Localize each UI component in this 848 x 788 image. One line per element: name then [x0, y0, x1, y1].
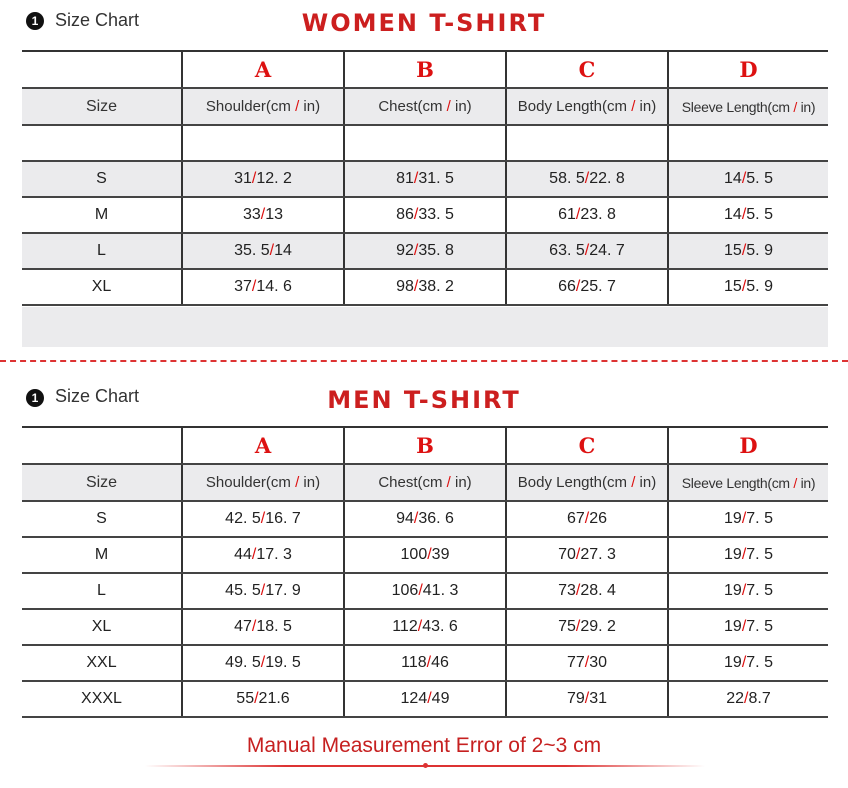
body-cell: [506, 501, 668, 537]
column-header-label: Chest: [378, 98, 418, 115]
sleeve-cm: 14: [724, 170, 742, 187]
column-header: [668, 88, 828, 125]
column-header-row: [22, 88, 828, 125]
sleeve-cm: 19: [724, 582, 742, 599]
sleeve-in: 5. 5: [746, 170, 773, 187]
table-row: [22, 197, 828, 233]
value-separator: /: [426, 654, 432, 671]
column-header-label: Body Length: [517, 98, 603, 115]
value-separator: /: [741, 654, 747, 671]
shoulder-cell: [182, 645, 344, 681]
chest-cell: [344, 609, 506, 645]
table-row: [22, 501, 828, 537]
chest-cell: [344, 537, 506, 573]
value-separator: /: [251, 618, 257, 635]
chest-in: 33. 5: [418, 206, 454, 223]
chest-in: 43. 6: [422, 618, 458, 635]
sleeve-in: 7. 5: [746, 510, 773, 527]
sleeve-cell: [668, 609, 828, 645]
body-cm: 73: [558, 582, 576, 599]
chest-in: 46: [431, 654, 449, 671]
column-header-label: Shoulder: [205, 474, 266, 491]
column-letter-row: [22, 51, 828, 88]
value-separator: /: [584, 242, 590, 259]
value-separator: /: [741, 278, 747, 295]
chest-cm: 118: [401, 654, 427, 671]
column-header: [182, 464, 344, 501]
body-cm: 79: [566, 690, 585, 707]
sleeve-cell: [668, 233, 828, 269]
sleeve-cm: 19: [724, 510, 742, 527]
column-header-unit: (cm / in): [602, 98, 657, 115]
shoulder-cell: [182, 197, 344, 233]
unit-separator: /: [631, 98, 636, 115]
shoulder-cm: 31: [234, 170, 252, 187]
value-separator: /: [741, 242, 747, 259]
size-cell: XL: [22, 269, 182, 305]
women-table-footer-strip: [22, 307, 828, 347]
shoulder-cm: 44: [234, 546, 252, 563]
column-header-label: Shoulder: [205, 98, 266, 115]
value-separator: /: [575, 546, 581, 563]
sleeve-cell: [668, 161, 828, 197]
size-cell: XXXL: [22, 681, 182, 717]
body-cell: [506, 233, 668, 269]
unit-separator: /: [793, 474, 797, 491]
value-separator: /: [260, 582, 266, 599]
column-header: [344, 88, 506, 125]
sleeve-cell: [668, 197, 828, 233]
blank-cell: [22, 125, 182, 161]
unit-separator: /: [295, 98, 300, 115]
value-separator: /: [741, 546, 747, 563]
body-in: 24. 7: [589, 242, 625, 259]
shoulder-cm: 37: [234, 278, 252, 295]
value-separator: /: [260, 510, 266, 527]
sleeve-cm: 19: [724, 546, 742, 563]
unit-separator: /: [446, 98, 451, 115]
shoulder-in: 14. 6: [256, 278, 292, 295]
column-header: [668, 464, 828, 501]
body-in: 30: [589, 654, 608, 671]
column-header: [506, 88, 668, 125]
value-separator: /: [427, 546, 432, 563]
sleeve-cm: 14: [724, 206, 742, 223]
column-header-label: Size: [85, 473, 118, 491]
sleeve-cm: 19: [724, 618, 742, 635]
body-in: 26: [589, 510, 608, 527]
shoulder-cm: 33: [242, 206, 261, 223]
size-cell: XL: [22, 609, 182, 645]
value-separator: /: [575, 618, 581, 635]
blank-cell: [506, 125, 668, 161]
value-separator: /: [260, 206, 266, 223]
blank-row: [22, 125, 828, 161]
value-separator: /: [741, 206, 747, 223]
table-row: [22, 161, 828, 197]
note-dot: [423, 763, 428, 768]
shoulder-in: 16. 7: [265, 510, 301, 527]
sleeve-in: 5. 9: [746, 242, 773, 259]
chest-in: 35. 8: [418, 242, 454, 259]
chest-cm: 86: [396, 206, 414, 223]
shoulder-cm: 47: [234, 618, 252, 635]
chest-cell: [344, 645, 506, 681]
body-cm: 77: [566, 654, 585, 671]
body-cm: 75: [558, 618, 576, 635]
body-cm: 66: [558, 278, 576, 295]
value-separator: /: [418, 582, 423, 599]
body-cell: [506, 161, 668, 197]
column-header-label: Size: [85, 97, 118, 115]
shoulder-in: 18. 5: [256, 618, 292, 635]
value-separator: /: [741, 510, 747, 527]
chest-cell: [344, 269, 506, 305]
chest-cell: [344, 161, 506, 197]
body-in: 27. 3: [580, 546, 616, 563]
shoulder-cm: 45. 5: [225, 582, 261, 599]
size-cell: S: [22, 501, 182, 537]
sleeve-cm: 19: [724, 654, 742, 671]
sleeve-cell: [668, 269, 828, 305]
column-letter: B: [344, 51, 506, 88]
chest-cell: [344, 573, 506, 609]
column-letter-row: [22, 427, 828, 464]
men-title: MEN T-SHIRT: [327, 386, 521, 414]
column-letter: C: [506, 427, 668, 464]
body-cell: [506, 537, 668, 573]
value-separator: /: [575, 206, 581, 223]
column-header-unit: (cm / in): [602, 474, 657, 491]
shoulder-cm: 35. 5: [234, 242, 270, 259]
table-row: [22, 573, 828, 609]
value-separator: /: [251, 170, 257, 187]
men-size-table: [22, 426, 828, 718]
shoulder-cell: [182, 537, 344, 573]
sleeve-cell: [668, 573, 828, 609]
column-header-unit: (cm / in): [767, 474, 816, 491]
chest-cell: [344, 233, 506, 269]
body-cell: [506, 573, 668, 609]
column-header: [22, 88, 182, 125]
value-separator: /: [413, 278, 419, 295]
shoulder-in: 17. 9: [265, 582, 301, 599]
sleeve-cm: 15: [724, 242, 742, 259]
column-header-label: Body Length: [517, 474, 603, 491]
sleeve-cm: 22: [726, 690, 745, 707]
number-badge-icon: 1: [26, 12, 44, 30]
chest-cell: [344, 681, 506, 717]
value-separator: /: [575, 582, 581, 599]
value-separator: /: [413, 206, 419, 223]
table-row: [22, 681, 828, 717]
value-separator: /: [744, 690, 749, 707]
body-in: 23. 8: [580, 206, 616, 223]
sleeve-in: 7. 5: [746, 618, 773, 635]
value-separator: /: [260, 654, 266, 671]
value-separator: /: [427, 690, 432, 707]
body-cell: [506, 269, 668, 305]
chest-cm: 100: [400, 546, 428, 563]
size-cell: S: [22, 161, 182, 197]
chest-cm: 106: [391, 582, 419, 599]
column-letter: [22, 51, 182, 88]
shoulder-cell: [182, 573, 344, 609]
value-separator: /: [417, 618, 423, 635]
column-header-unit: (cm / in): [417, 98, 472, 115]
chest-cell: [344, 501, 506, 537]
column-header: [22, 464, 182, 501]
body-cm: 61: [558, 206, 576, 223]
shoulder-cell: [182, 681, 344, 717]
column-header: [506, 464, 668, 501]
table-row: [22, 269, 828, 305]
shoulder-cell: [182, 609, 344, 645]
table-row: [22, 645, 828, 681]
value-separator: /: [584, 690, 590, 707]
column-header: [182, 88, 344, 125]
shoulder-cell: [182, 269, 344, 305]
shoulder-in: 12. 2: [256, 170, 292, 187]
shoulder-in: 14: [274, 242, 292, 259]
size-cell: L: [22, 573, 182, 609]
column-header-unit: (cm / in): [417, 474, 472, 491]
size-chart-label: Size Chart: [55, 386, 140, 406]
chest-in: 38. 2: [418, 278, 454, 295]
unit-separator: /: [793, 98, 797, 115]
sleeve-in: 7. 5: [746, 582, 773, 599]
women-title: WOMEN T-SHIRT: [301, 9, 547, 37]
body-in: 28. 4: [580, 582, 616, 599]
value-separator: /: [741, 170, 747, 187]
column-header: [344, 464, 506, 501]
column-letter: D: [668, 51, 828, 88]
sleeve-in: 5. 9: [746, 278, 773, 295]
value-separator: /: [575, 278, 581, 295]
value-separator: /: [741, 582, 747, 599]
body-cm: 63. 5: [549, 242, 585, 259]
body-cell: [506, 197, 668, 233]
chest-cm: 81: [396, 170, 414, 187]
sleeve-in: 8.7: [748, 690, 771, 707]
shoulder-cell: [182, 501, 344, 537]
shoulder-in: 21.6: [258, 690, 290, 707]
column-letter: [22, 427, 182, 464]
size-cell: L: [22, 233, 182, 269]
shoulder-cm: 42. 5: [225, 510, 261, 527]
sleeve-cell: [668, 501, 828, 537]
section-divider: [0, 360, 848, 362]
body-cm: 58. 5: [549, 170, 585, 187]
chest-cell: [344, 197, 506, 233]
value-separator: /: [413, 510, 419, 527]
shoulder-in: 19. 5: [265, 654, 301, 671]
body-in: 31: [589, 690, 608, 707]
chest-in: 41. 3: [422, 582, 459, 599]
column-header-unit: (cm / in): [265, 474, 321, 491]
sleeve-cell: [668, 645, 828, 681]
chest-in: 36. 6: [418, 510, 454, 527]
column-header-row: [22, 464, 828, 501]
table-row: [22, 609, 828, 645]
body-cell: [506, 681, 668, 717]
chest-in: 39: [431, 546, 450, 563]
size-cell: M: [22, 537, 182, 573]
body-cm: 70: [558, 546, 576, 563]
body-in: 22. 8: [589, 170, 625, 187]
number-badge-icon: 1: [26, 389, 44, 407]
chest-cm: 124: [400, 690, 428, 707]
measurement-note: Manual Measurement Error of 2~3 cm: [246, 734, 602, 757]
column-header-label: Chest: [378, 474, 418, 491]
value-separator: /: [251, 278, 257, 295]
value-separator: /: [584, 510, 590, 527]
sleeve-in: 7. 5: [746, 546, 773, 563]
sleeve-in: 7. 5: [746, 654, 773, 671]
shoulder-cell: [182, 161, 344, 197]
column-letter: A: [182, 427, 344, 464]
unit-separator: /: [631, 474, 636, 491]
value-separator: /: [741, 618, 747, 635]
value-separator: /: [413, 170, 419, 187]
shoulder-in: 17. 3: [256, 546, 292, 563]
value-separator: /: [254, 690, 259, 707]
column-header-label: Sleeve Length: [681, 98, 768, 115]
column-letter: A: [182, 51, 344, 88]
size-cell: XXL: [22, 645, 182, 681]
shoulder-cm: 49. 5: [225, 654, 261, 671]
sleeve-cm: 15: [724, 278, 742, 295]
table-row: [22, 537, 828, 573]
body-cell: [506, 645, 668, 681]
blank-cell: [344, 125, 506, 161]
chest-cm: 92: [396, 242, 414, 259]
column-header-unit: (cm / in): [767, 98, 816, 115]
chest-cm: 94: [396, 510, 414, 527]
blank-cell: [182, 125, 344, 161]
women-size-table: [22, 50, 828, 306]
unit-separator: /: [295, 474, 300, 491]
value-separator: /: [251, 546, 257, 563]
sleeve-cell: [668, 537, 828, 573]
column-header-unit: (cm / in): [265, 98, 321, 115]
column-letter: D: [668, 427, 828, 464]
shoulder-in: 13: [265, 206, 284, 223]
size-cell: M: [22, 197, 182, 233]
body-in: 29. 2: [580, 618, 616, 635]
sleeve-cell: [668, 681, 828, 717]
table-row: [22, 233, 828, 269]
unit-separator: /: [446, 474, 451, 491]
chest-in: 31. 5: [418, 170, 454, 187]
shoulder-cell: [182, 233, 344, 269]
value-separator: /: [584, 654, 590, 671]
value-separator: /: [269, 242, 275, 259]
column-header-label: Sleeve Length: [681, 474, 768, 491]
chest-in: 49: [431, 690, 450, 707]
body-cell: [506, 609, 668, 645]
value-separator: /: [584, 170, 590, 187]
sleeve-in: 5. 5: [746, 206, 773, 223]
size-chart-label: Size Chart: [55, 10, 140, 30]
column-letter: B: [344, 427, 506, 464]
body-cm: 67: [566, 510, 585, 527]
shoulder-cm: 55: [236, 690, 255, 707]
chest-cm: 112: [392, 618, 418, 635]
chest-cm: 98: [396, 278, 414, 295]
column-letter: C: [506, 51, 668, 88]
value-separator: /: [413, 242, 419, 259]
body-in: 25. 7: [580, 278, 616, 295]
blank-cell: [668, 125, 828, 161]
